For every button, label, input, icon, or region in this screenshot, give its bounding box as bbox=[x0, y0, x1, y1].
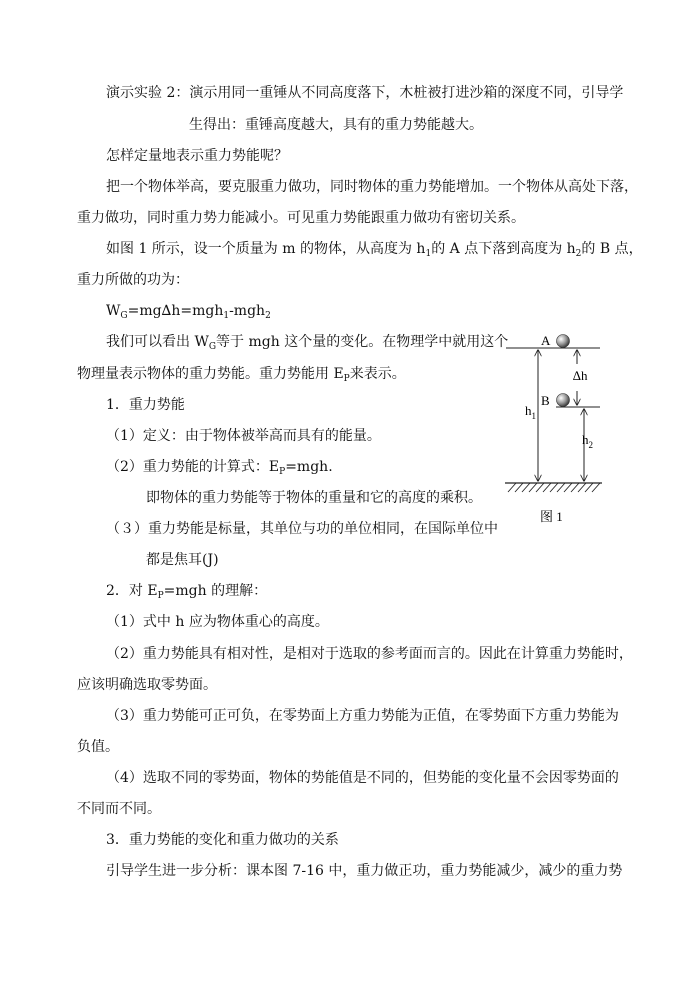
h1-subscript: 1 bbox=[531, 411, 536, 421]
text-line: （1）定义：由于物体被举高而具有的能量。 bbox=[106, 428, 381, 444]
text-line: 演示实验 2：演示用同一重锤从不同高度落下，木桩被打进沙箱的深度不同，引导学 bbox=[106, 85, 624, 101]
text-line: 重力所做的功为： bbox=[77, 272, 189, 288]
subscript: P bbox=[343, 374, 350, 384]
figure-1 bbox=[500, 328, 630, 528]
text-segment: W bbox=[106, 303, 121, 319]
section-heading: 1．重力势能 bbox=[106, 397, 185, 413]
subscript: 1 bbox=[425, 249, 432, 259]
subscript: P bbox=[157, 591, 164, 601]
label-h1 bbox=[525, 403, 536, 421]
label-delta-h: ∆h bbox=[573, 368, 588, 383]
text-segment: 的 A 点下落到高度为 h bbox=[431, 241, 576, 257]
h1-letter: h bbox=[525, 403, 532, 418]
subscript: P bbox=[279, 467, 286, 477]
text-segment: 等于 mgh 这个量的变化。在物理学中就用这个 bbox=[216, 334, 509, 350]
text-line: 生得出：重锤高度越大，具有的重力势能越大。 bbox=[189, 117, 483, 133]
text-line bbox=[106, 239, 643, 259]
subscript: 2 bbox=[265, 311, 271, 321]
text-segment: 如图 1 所示，设一个质量为 m 的物体，从高度为 h bbox=[106, 241, 426, 257]
text-line: （3）重力势能可正可负，在零势面上方重力势能为正值，在零势面下方重力势能为 bbox=[106, 708, 619, 724]
subscript: 1 bbox=[223, 311, 230, 321]
height-diagram bbox=[500, 328, 630, 528]
text-line: 负值。 bbox=[77, 739, 119, 755]
text-segment: 来表示。 bbox=[349, 366, 406, 382]
text-line bbox=[106, 332, 508, 352]
figure-caption: 图 1 bbox=[540, 509, 563, 524]
text-line: 都是焦耳(J) bbox=[146, 552, 219, 568]
text-segment: =mgh 的理解： bbox=[163, 583, 268, 599]
text-line: 引导学生进一步分析：课本图 7-16 中，重力做正功，重力势能减少，减少的重力势 bbox=[106, 863, 623, 879]
text-line: 应该明确选取零势面。 bbox=[77, 677, 217, 693]
text-line: （4）选取不同的零势面，物体的势能值是不同的，但势能的变化量不会因零势面的 bbox=[106, 770, 619, 786]
text-line: （2）重力势能具有相对性，是相对于选取的参考面而言的。因此在计算重力势能时， bbox=[106, 646, 633, 662]
text-segment: （2）重力势能的计算式：E bbox=[106, 459, 280, 475]
text-segment: 我们可以看出 W bbox=[106, 334, 209, 350]
h2-subscript: 2 bbox=[588, 440, 593, 450]
text-line: （３）重力势能是标量，其单位与功的单位相同，在国际单位中 bbox=[106, 521, 498, 537]
text-segment: 2．对 E bbox=[106, 583, 158, 599]
text-segment: =mg∆h=mgh bbox=[127, 303, 224, 319]
ball-b bbox=[557, 394, 570, 407]
label-a: A bbox=[541, 333, 551, 348]
text-segment: 物理量表示物体的重力势能。重力势能用 E bbox=[77, 366, 344, 382]
text-line: 把一个物体举高，要克服重力做功，同时物体的重力势能增加。一个物体从高处下落， bbox=[106, 179, 638, 195]
text-line: 怎样定量地表示重力势能呢？ bbox=[106, 148, 288, 164]
label-b: B bbox=[541, 393, 550, 408]
formula-line bbox=[106, 301, 271, 321]
subscript: 2 bbox=[575, 249, 582, 259]
h2-letter: h bbox=[582, 432, 589, 447]
text-line: 不同而不同。 bbox=[77, 801, 161, 817]
subscript: G bbox=[208, 342, 217, 352]
text-segment: -mgh bbox=[229, 303, 266, 319]
ground-hatch bbox=[508, 483, 600, 492]
text-line bbox=[106, 457, 333, 477]
ball-a bbox=[557, 335, 570, 348]
section-heading bbox=[106, 581, 267, 601]
section-heading: 3．重力势能的变化和重力做功的关系 bbox=[106, 832, 339, 848]
text-line: 重力做功，同时重力势力能减小。可见重力势能跟重力做功有密切关系。 bbox=[77, 210, 525, 226]
text-line bbox=[77, 364, 406, 384]
text-segment: 的 B 点， bbox=[581, 241, 643, 257]
text-segment: =mgh. bbox=[285, 459, 333, 475]
text-line: 即物体的重力势能等于物体的重量和它的高度的乘积。 bbox=[146, 490, 482, 506]
subscript: G bbox=[120, 311, 128, 321]
text-line: （1）式中 h 应为物体重心的高度。 bbox=[106, 614, 329, 630]
